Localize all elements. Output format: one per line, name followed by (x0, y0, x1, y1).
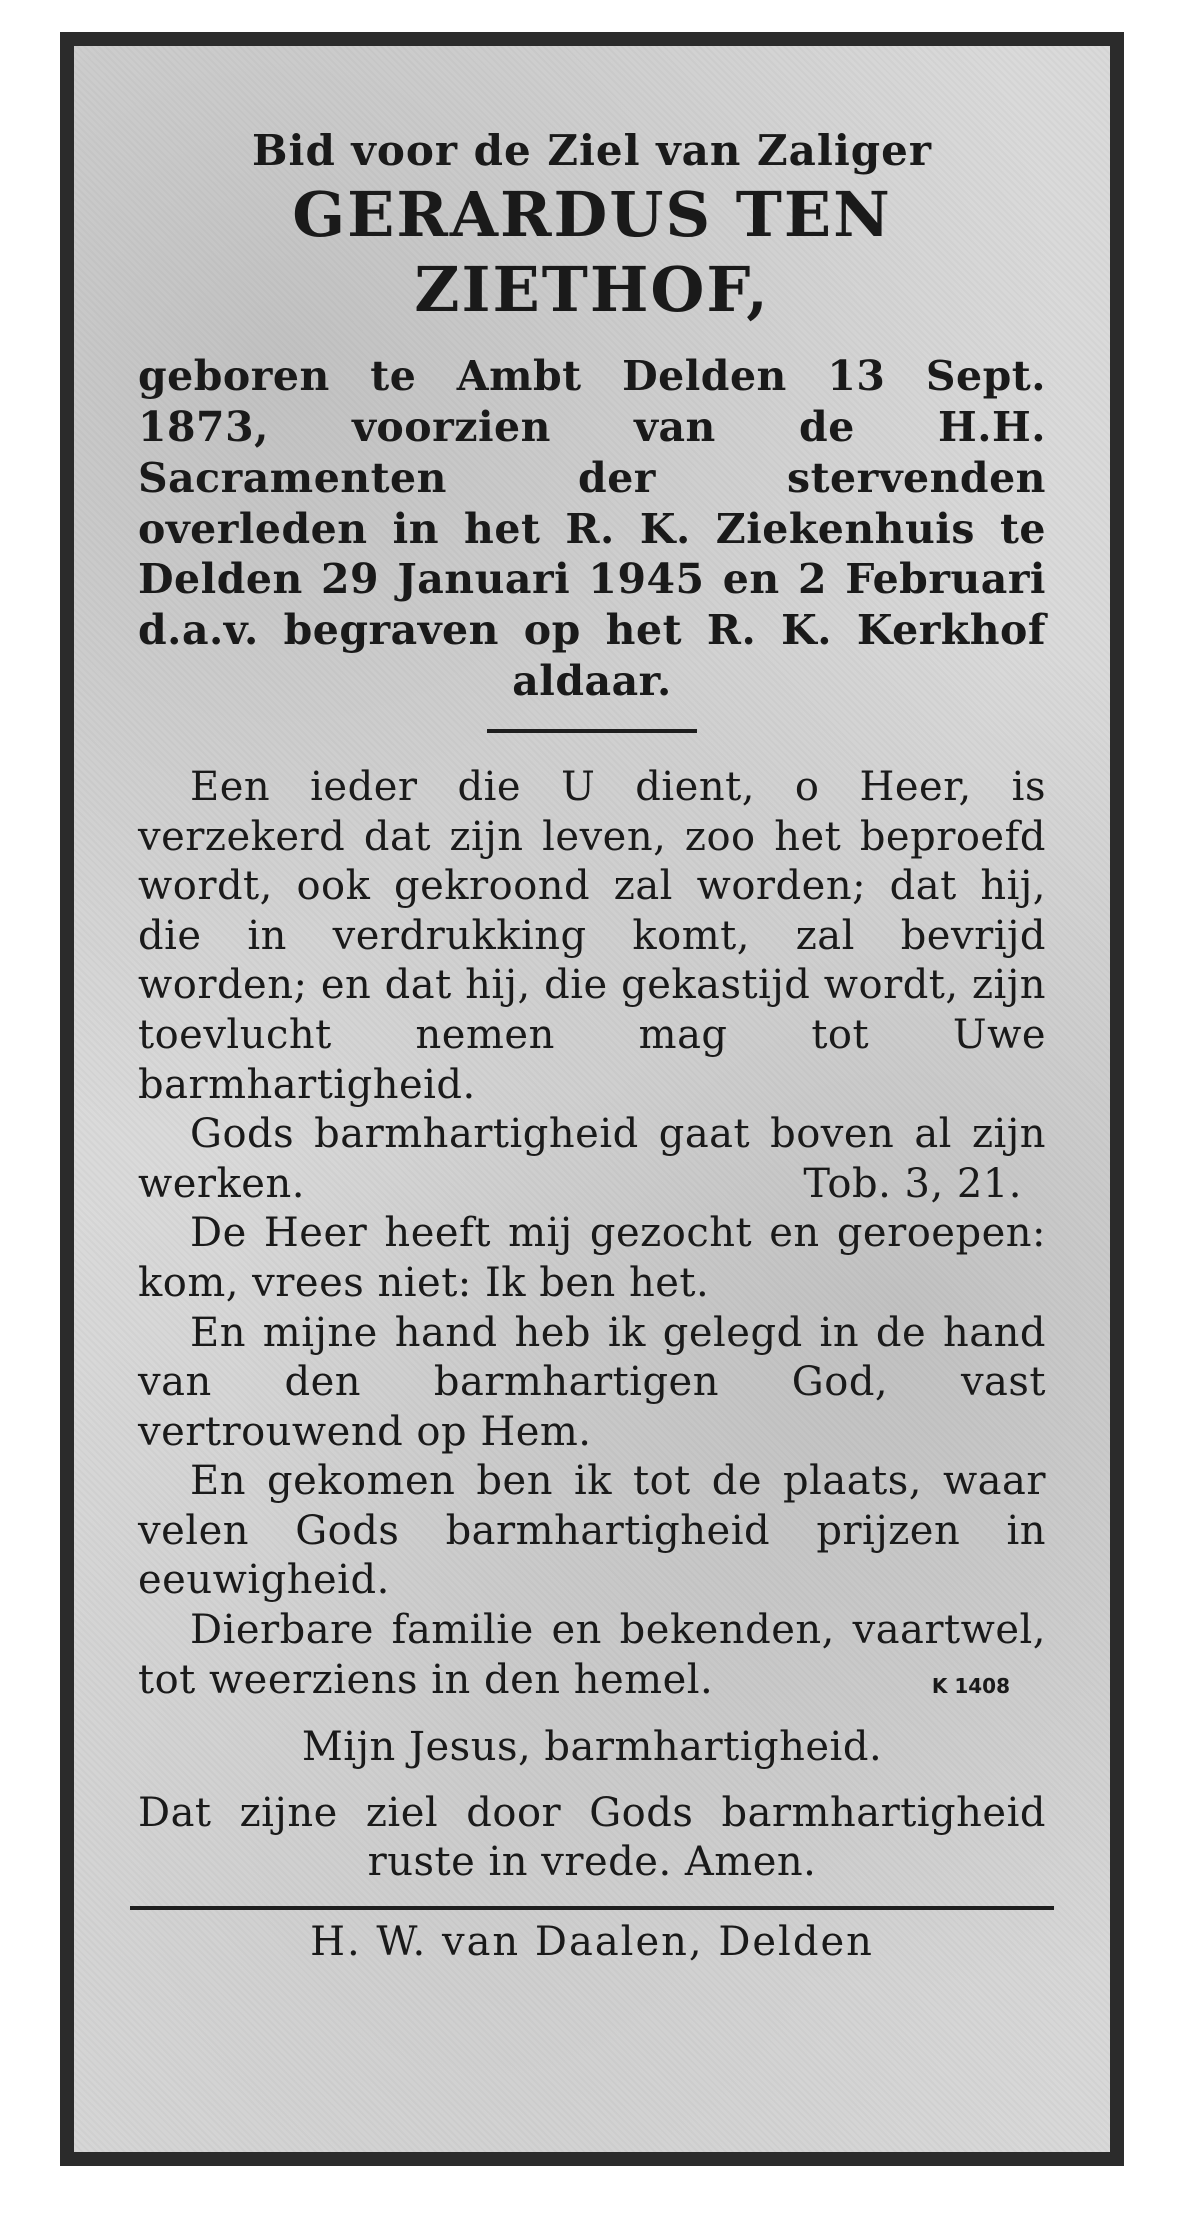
card-content (138, 126, 1046, 1968)
divider (487, 729, 697, 733)
printer-imprint: H. W. van Daalen, Delden (310, 1919, 874, 1966)
prayer-text: Gods barmhartigheid gaat boven al zijn werken. (138, 1111, 1046, 1207)
ejaculation-prayer: Mijn Jesus, barmhartigheid. (301, 1724, 883, 1771)
scripture-reference: Tob. 3, 21. (803, 1160, 1022, 1207)
biography: geboren te Ambt Delden 13 Sept. 1873, voorzien van de H.H. Sacramenten der stervenden overleden in het R. K. Ziekenhuis te Delden 29 Januari 1945 en 2 Februari d.a.v. begraven op het R. K. Kerkhof aldaar. (138, 352, 1046, 706)
footer-divider (130, 1906, 1054, 1910)
prayer-paragraph: De Heer heeft mij gezocht en geroepen: kom, vrees niet: Ik ben het. (138, 1210, 1046, 1306)
deceased-name: GERARDUS TEN ZIETHOF, (292, 178, 892, 326)
prayer-paragraph (138, 1606, 1046, 1705)
prayer-header: Bid voor de Ziel van Zaliger (251, 126, 933, 175)
prayer-text: Dierbare familie en bekenden, vaartwel, tot weerziens in den hemel. (138, 1607, 1046, 1703)
prayer-paragraph: En gekomen ben ik tot de plaats, waar velen Gods barmhartigheid prijzen in eeuwigheid. (138, 1458, 1046, 1604)
print-code: K 1408 (931, 1674, 1010, 1699)
memorial-card (60, 32, 1124, 2166)
prayer-paragraph (138, 1110, 1046, 1209)
prayer-paragraph: Een ieder die U dient, o Heer, is verzekerd dat zijn leven, zoo het beproefd wordt, ook gekroond zal worden; dat hij, die in verdrukking komt, zal bevrijd worden; en dat hij, die gekastijd wordt, zijn toevlucht nemen mag tot Uwe barmhartigheid. (138, 763, 1046, 1108)
closing-prayer: Dat zijne ziel door Gods barmhartigheid ruste in vrede. Amen. (138, 1789, 1046, 1886)
prayer-paragraph: En mijne hand heb ik gelegd in de hand van den barmhartigen God, vast vertrouwend op Hem. (138, 1309, 1046, 1455)
